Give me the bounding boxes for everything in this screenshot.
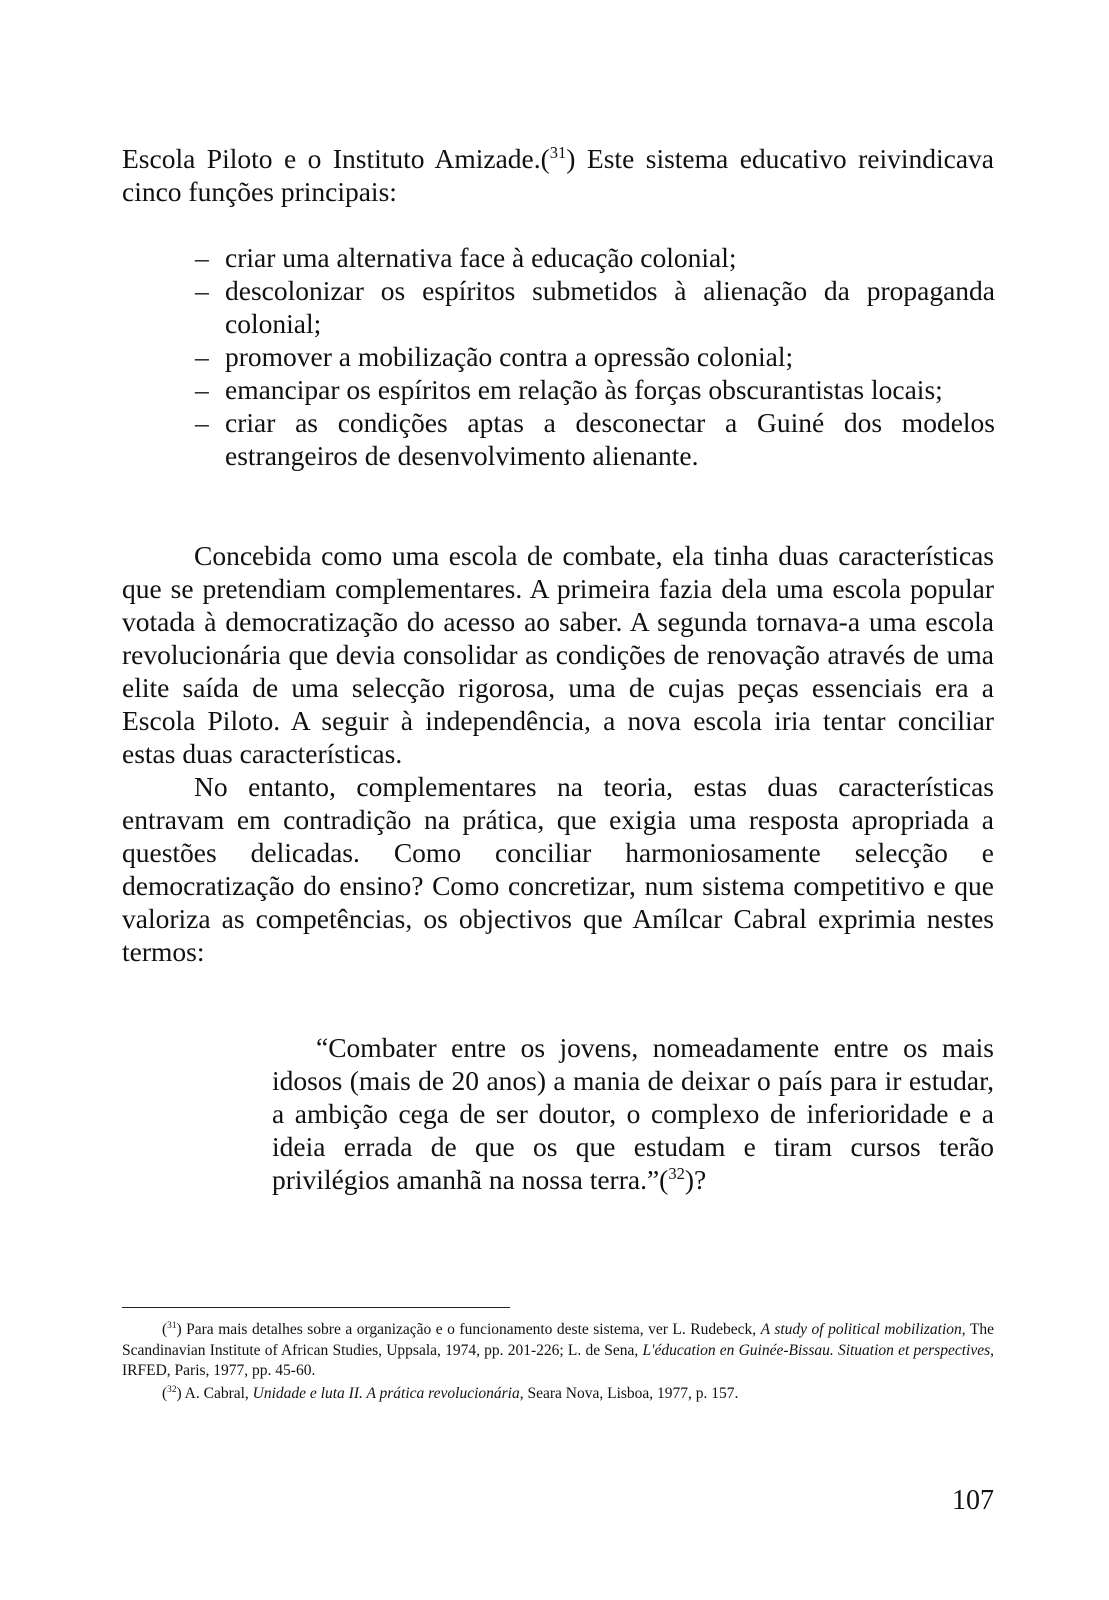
footnote-ref-32: 32 <box>668 1163 685 1183</box>
footnote-title: L'éducation en Guinée-Bissau. Situation et perspectives <box>642 1341 991 1359</box>
list-item-text: criar uma alternativa face à educação colonial; <box>225 242 737 273</box>
list-dash: – <box>195 275 209 306</box>
intro-text-end: ) Este sistema educativo reivindicava cinco funções principais: <box>122 143 994 207</box>
paragraph: No entanto, complementares na teoria, estas duas características entravam em contradição na prática, que exigia uma resposta apropriada a questões delicadas. Como conciliar harmoniosamente selecção e democratização do ensino? Como concretizar, num sistema competitivo e que valoriza as competências, os objectivos que Amílcar Cabral exprimia nestes termos: <box>122 771 994 967</box>
intro-text-start: Escola Piloto e o Instituto Amizade.( <box>122 143 550 174</box>
footnote-ref-31: 31 <box>549 142 567 162</box>
list-item <box>195 406 995 472</box>
footnote-31 <box>122 1320 994 1382</box>
footnote-32 <box>122 1384 994 1405</box>
footnote-marker-close: ) <box>176 1384 182 1402</box>
list-dash: – <box>195 341 209 372</box>
footnote-separator <box>122 1307 510 1308</box>
body-paragraphs <box>122 539 994 968</box>
footnotes <box>122 1320 994 1404</box>
footnote-marker-number: 32 <box>167 1384 177 1395</box>
list-item <box>195 241 995 274</box>
paragraph: Concebida como uma escola de combate, ela tinha duas características que se pretendiam complementares. A primeira fazia dela uma escola popular votada à democratização do acesso ao saber. A segunda tornava-a uma escola revolucionária que devia consolidar as condições de renovação através de uma elite saída de uma selecção rigorosa, uma de cujas peças essenciais era a Escola Piloto. A seguir à independência, a nova escola iria tentar conciliar estas duas características. <box>122 540 994 769</box>
block-quote <box>272 1031 994 1196</box>
footnote-text: Para mais detalhes sobre a organização e o funcionamento deste sistema, ver L. Rudebeck, <box>181 1321 761 1338</box>
footnote-marker-open: ( <box>162 1321 168 1338</box>
list-dash: – <box>195 407 209 438</box>
footnote-marker-number: 31 <box>167 1320 177 1331</box>
footnote-text: A. Cabral, <box>181 1384 253 1402</box>
intro-text <box>122 142 994 208</box>
list-dash: – <box>195 242 209 273</box>
intro-paragraph <box>122 142 994 208</box>
quote-text-end: )? <box>684 1164 707 1195</box>
quote-text-start: “Combater entre os jovens, nomeadamente entre os mais idosos (mais de 20 anos) a mania de deixar o país para ir estudar, a ambição cega de ser doutor, o complexo de inferioridade e a ideia errada de que os que estudam e tiram cursos terão privilégios amanhã na nossa terra.”( <box>272 1032 994 1195</box>
footnote-title: A study of political mobilization <box>760 1321 962 1338</box>
footnote-marker-close: ) <box>176 1321 182 1338</box>
footnote-title: Unidade e luta II. A prática revolucionária <box>252 1384 520 1402</box>
quote-text <box>272 1031 994 1196</box>
footnote-text: , The Scandinavian Institute of African Studies, Uppsala, 1974, pp. 201-226; L. de Sena, <box>122 1321 994 1359</box>
list-dash: – <box>195 374 209 405</box>
list-item <box>195 340 995 373</box>
list-item <box>195 274 995 340</box>
list-item <box>195 373 995 406</box>
list-item-text: descolonizar os espíritos submetidos à alienação da propaganda colonial; <box>225 275 995 339</box>
footnote-text: , IRFED, Paris, 1977, pp. 45-60. <box>122 1341 994 1379</box>
page-number: 107 <box>952 1485 994 1516</box>
list-item-text: promover a mobilização contra a opressão colonial; <box>225 341 794 372</box>
footnote-marker-open: ( <box>162 1384 168 1402</box>
functions-list <box>195 241 995 472</box>
list-item-text: criar as condições aptas a desconectar a Guiné dos modelos estrangeiros de desenvolvimento alienante. <box>225 407 995 471</box>
footnote-text: , Seara Nova, Lisboa, 1977, p. 157. <box>519 1384 739 1402</box>
list-item-text: emancipar os espíritos em relação às forças obscurantistas locais; <box>225 374 943 405</box>
